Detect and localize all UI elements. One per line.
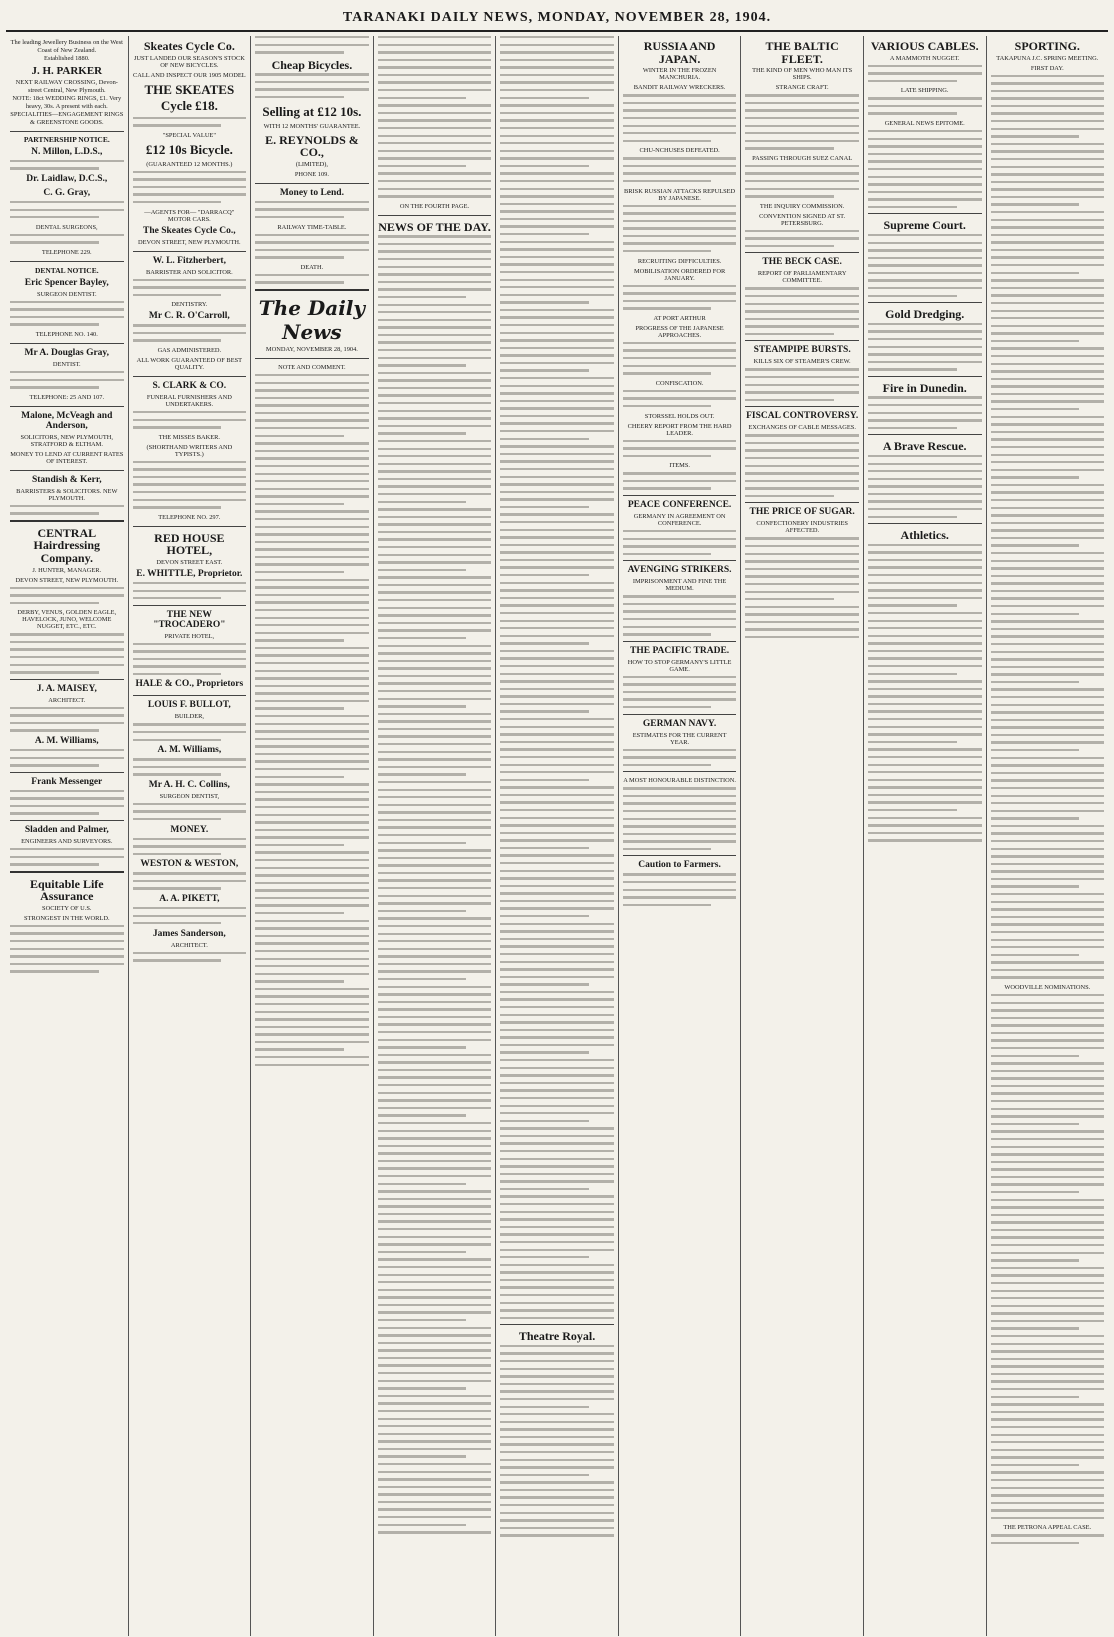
cheery-report: CHEERY REPORT FROM THE HARD LEADER. <box>627 422 732 437</box>
confiscation: CONFISCATION. <box>655 379 704 387</box>
convention-signed: CONVENTION SIGNED AT ST. PETERSBURG. <box>759 212 846 227</box>
takapuna-meeting: TAKAPUNA J.C. SPRING MEETING. <box>996 54 1099 62</box>
parker-name: J. H. PARKER <box>31 65 103 77</box>
price-of-sugar: THE PRICE OF SUGAR. <box>749 507 855 518</box>
confectionery: CONFECTIONERY INDUSTRIES AFFECTED. <box>756 520 848 535</box>
guaranteed: (GUARANTEED 12 MONTHS.) <box>146 160 233 168</box>
note-and-comment: NOTE AND COMMENT. <box>278 364 346 371</box>
column-4-top-text <box>378 36 492 198</box>
progress-approaches: PROGRESS OF THE JAPANESE APPROACHES. <box>635 324 724 339</box>
gray-name: C. G. Gray, <box>43 187 91 198</box>
late-shipping: LATE SHIPPING. <box>900 87 949 95</box>
builder-label: BUILDER, <box>174 713 204 721</box>
fourth-page: ON THE FOURTH PAGE. <box>399 202 470 210</box>
gas-administered: GAS ADMINISTERED. <box>157 347 222 355</box>
telephone-229: TELEPHONE 229. <box>41 248 92 256</box>
darracq-agents: —AGENTS FOR— "DARRACQ" MOTOR CARS. <box>144 208 235 223</box>
chunchuses-defeated: CHU-NCHUSES DEFEATED. <box>639 147 720 155</box>
collins-role: SURGEON DENTIST, <box>159 792 220 800</box>
at-port-arthur: AT PORT ARTHUR <box>653 314 706 322</box>
honourable-distinction: A MOST HONOURABLE DISTINCTION. <box>623 777 736 785</box>
skeates-heading: Skeates Cycle Co. <box>143 39 235 53</box>
cable-messages: EXCHANGES OF CABLE MESSAGES. <box>748 424 856 432</box>
peace-conference: PEACE CONFERENCE. <box>627 500 732 510</box>
parker-specialities: SPECIALITIES—ENGAGEMENT RINGS & GREENSTONE GOODS. <box>10 111 124 126</box>
estimates: ESTIMATES FOR THE CURRENT YEAR. <box>632 731 727 746</box>
baltic-fleet: THE BALTIC FLEET. <box>765 39 839 66</box>
dentistry-label: DENTISTRY. <box>171 301 208 309</box>
reynolds-limited: (LIMITED), <box>295 160 328 168</box>
weston-name: WESTON & WESTON, <box>140 859 239 870</box>
sanderson-role: ARCHITECT. <box>170 941 208 949</box>
williams-name: A. M. Williams, <box>34 736 99 747</box>
column-7-body <box>745 537 859 638</box>
telephone-140: TELEPHONE NO. 140. <box>35 330 98 338</box>
society-label: SOCIETY OF U.S. <box>42 904 92 912</box>
athletics: Athletics. <box>900 528 949 543</box>
douglas-gray-name: Mr A. Douglas Gray, <box>24 347 110 358</box>
collins-name: Mr A. H. C. Collins, <box>148 779 230 790</box>
clark-name: S. CLARK & CO. <box>152 381 227 392</box>
imprisonment: IMPRISONMENT AND FINE THE MEDIUM. <box>632 578 727 593</box>
spencer-bayley-name: Eric Spencer Bayley, <box>24 277 109 288</box>
pacific-trade: THE PACIFIC TRADE. <box>630 645 730 656</box>
parker-intro: The leading Jewellery Business on the West Coast of New Zealand. <box>10 39 123 54</box>
gold-dredging: Gold Dredging. <box>885 307 965 322</box>
parker-address: NEXT RAILWAY CROSSING, Devon-street Central, New Plymouth. <box>15 79 118 94</box>
germany-agreement: GERMANY IN AGREEMENT ON CONFERENCE. <box>633 512 726 527</box>
german-navy: GERMAN NAVY. <box>642 718 717 729</box>
parker-established: Established 1880. <box>44 55 90 62</box>
laidlaw-name: Dr. Laidlaw, D.C.S., <box>26 174 108 184</box>
column-7 <box>741 36 864 1636</box>
news-of-the-day: NEWS OF THE DAY. <box>378 219 491 234</box>
telephone-297: TELEPHONE NO. 297. <box>158 513 221 521</box>
column-4 <box>374 36 497 1636</box>
pikett-name: A. A. PIKETT, <box>159 893 220 904</box>
money-heading: MONEY. <box>170 824 209 835</box>
parliamentary-report: REPORT OF PARLIAMENTARY COMMITTEE. <box>757 270 847 285</box>
hunter-manager: J. HUNTER, MANAGER. <box>32 566 102 574</box>
fiscal-controversy: FISCAL CONTROVERSY. <box>746 411 859 422</box>
bandit-wreckers: BANDIT RAILWAY WRECKERS. <box>633 84 726 92</box>
cheap-bicycles: Cheap Bicycles. <box>271 57 353 72</box>
engineers-label: ENGINEERS AND SURVEYORS. <box>21 837 113 845</box>
sporting: SPORTING. <box>1014 39 1080 53</box>
funeral-label: FUNERAL FURNISHERS AND UNDERTAKERS. <box>146 393 232 408</box>
woodville-results <box>991 994 1105 1519</box>
column-1 <box>6 36 129 1636</box>
bicycle-1210: £12 10s Bicycle. <box>145 141 233 157</box>
selling-price: Selling at £12 10s. <box>262 103 362 119</box>
items: ITEMS. <box>669 462 690 470</box>
strange-craft: STRANGE CRAFT. <box>775 84 829 92</box>
avenging-strikers: AVENGING STRIKERS. <box>627 565 732 576</box>
private-hotel-label: PRIVATE HOTEL, <box>164 632 215 640</box>
solicitors-label: SOLICITORS, NEW PLYMOUTH, STRATFORD & ELTHAM. <box>20 433 114 448</box>
whittle-proprietor: E. WHITTLE, Proprietor. <box>136 568 243 579</box>
devon-street-address: DEVON STREET, NEW PLYMOUTH. <box>15 576 119 584</box>
fire-in-dunedin: Fire in Dunedin. <box>882 380 967 395</box>
strongest-label: STRONGEST IN THE WORLD. <box>23 914 110 922</box>
phone-109: PHONE 109. <box>294 170 329 178</box>
inquiry-commission: THE INQUIRY COMMISSION. <box>759 202 845 210</box>
railway-timetable: RAILWAY TIME-TABLE. <box>277 223 347 231</box>
ocarroll-name: Mr C. R. O'Carroll, <box>148 311 230 322</box>
petrona-appeal: THE PETRONA APPEAL CASE. <box>1003 1524 1092 1532</box>
supreme-court: Supreme Court. <box>883 218 966 233</box>
equitable-heading: Equitable Life Assurance <box>29 876 104 904</box>
news-of-the-day-body <box>378 235 492 1533</box>
skeates-company: The Skeates Cycle Co., <box>143 225 236 236</box>
takapuna-results <box>991 75 1105 979</box>
barristers-label: BARRISTERS & SOLICITORS. NEW PLYMOUTH. <box>16 487 118 502</box>
standish-name: Standish & Kerr, <box>31 474 102 485</box>
dentist-label: DENTIST. <box>52 360 81 368</box>
various-cables: VARIOUS CABLES. <box>870 39 979 53</box>
column-5-body <box>500 36 614 1319</box>
hale-proprietors: HALE & CO., Proprietors <box>135 679 244 690</box>
parker-note: NOTE: 18ct WEDDING RINGS, £1. Very heavy, 30s. A present with each. <box>12 95 122 110</box>
parker-advert <box>10 36 124 132</box>
column-3 <box>251 36 374 1636</box>
bullot-name: LOUIS F. BULLOT, <box>147 700 231 711</box>
reynolds-name: E. REYNOLDS & CO., <box>265 132 359 160</box>
special-value: "SPECIAL VALUE" <box>162 131 216 139</box>
malone-name: Malone, McVeagh and Anderson, <box>21 410 113 431</box>
surgeon-dentist-label: SURGEON DENTIST. <box>37 290 97 298</box>
twelve-months: WITH 12 MONTHS' GUARANTEE. <box>263 122 361 130</box>
beck-case: THE BECK CASE. <box>762 257 842 268</box>
central-hairdressing-heading: CENTRAL Hairdressing Company. <box>33 525 100 565</box>
messenger-name: Frank Messenger <box>31 776 103 787</box>
death-notice: DEATH. <box>300 263 324 271</box>
misses-baker: THE MISSES BAKER. <box>158 433 220 441</box>
theatre-royal-body <box>500 1345 614 1537</box>
passing-suez: PASSING THROUGH SUEZ CANAL <box>752 154 853 162</box>
column-2 <box>129 36 252 1636</box>
money-to-lend: Money to Lend. <box>279 187 344 198</box>
fitzherbert-name: W. L. Fitzherbert, <box>152 255 226 266</box>
steampipe-bursts: STEAMPIPE BURSTS. <box>753 345 851 356</box>
sanderson-name: James Sanderson, <box>152 928 226 939</box>
red-house-address: DEVON STREET EAST. <box>156 558 223 566</box>
woodville-nominations: WOODVILLE NOMINATIONS. <box>1004 983 1091 991</box>
athletics-body <box>868 544 982 842</box>
kills-six: KILLS SIX OF STEAMER'S CREW. <box>753 358 851 366</box>
caution-to-farmers: Caution to Farmers. <box>638 860 721 871</box>
skeates-sub: JUST LANDED OUR SEASON'S STOCK OF NEW BICYCLES. <box>133 54 245 69</box>
note-and-comment-body <box>255 374 369 1066</box>
columns <box>6 36 1108 1636</box>
stoessel-holds-out: STORSSEL HOLDS OUT. <box>644 412 715 420</box>
red-house-hotel: RED HOUSE HOTEL, <box>154 530 225 558</box>
dental-surgeons-label: DENTAL SURGEONS, <box>35 223 98 231</box>
brave-rescue: A Brave Rescue. <box>882 439 967 454</box>
baltic-sub: THE KIND OF MEN WHO MAN ITS SHIPS. <box>752 67 853 82</box>
money-lend-note: MONEY TO LEND AT CURRENT RATES OF INTEREST. <box>10 450 124 465</box>
sladden-name: Sladden and Palmer, <box>24 825 109 835</box>
daily-news-logo: The Daily News <box>258 296 366 344</box>
first-day: FIRST DAY. <box>1030 64 1064 72</box>
skeates-address: DEVON STREET, NEW PLYMOUTH. <box>138 238 241 246</box>
general-news: GENERAL NEWS EPITOME. <box>884 120 965 128</box>
skeates-cycle-price: THE SKEATES Cycle £18. <box>144 81 235 113</box>
architect-label: ARCHITECT. <box>48 696 86 704</box>
mobilisation: MOBILISATION ORDERED FOR JANUARY. <box>633 267 726 282</box>
russia-and-japan: RUSSIA AND JAPAN. <box>643 39 716 66</box>
column-9 <box>987 36 1109 1636</box>
theatre-royal: Theatre Royal. <box>518 1329 596 1344</box>
recruiting-difficulties: RECRUITING DIFFICULTIES. <box>637 257 722 265</box>
brisk-attacks: BRISK RUSSIAN ATTACKS REPULSED BY JAPANESE. <box>624 187 736 202</box>
column-6 <box>619 36 742 1636</box>
column-5 <box>496 36 619 1636</box>
skeates-call: CALL AND INSPECT OUR 1905 MODEL <box>132 71 246 79</box>
how-to-stop: HOW TO STOP GERMANY'S LITTLE GAME. <box>627 658 732 673</box>
mammoth-nugget: A MAMMOTH NUGGET. <box>889 54 960 62</box>
partnership-notice-heading: PARTNERSHIP NOTICE. <box>23 135 110 144</box>
amwilliams-name: A. M. Williams, <box>157 745 222 756</box>
winter-manchuria: WINTER IN THE FROZEN MANCHURIA. <box>642 67 717 82</box>
tobacco-brands: DERBY, VENUS, GOLDEN EAGLE, HAVELOCK, JUNO, WELCOME NUGGET, ETC., ETC. <box>17 609 117 631</box>
masthead: TARANAKI DAILY NEWS, MONDAY, NOVEMBER 28, 1904. <box>6 6 1108 32</box>
trocadero-heading: THE NEW "TROCADERO" <box>153 609 226 630</box>
fitzherbert-role: BARRISTER AND SOLICITOR. <box>145 268 233 276</box>
maisey-name: J. A. MAISEY, <box>36 683 97 694</box>
shorthand-label: (SHORTHAND WRITERS AND TYPISTS.) <box>146 443 233 458</box>
logo-date: MONDAY, NOVEMBER 28, 1904. <box>265 346 358 353</box>
column-8 <box>864 36 987 1636</box>
work-guaranteed: ALL WORK GUARANTEED OF BEST QUALITY. <box>136 357 243 372</box>
telephone-25: TELEPHONE: 25 AND 107. <box>29 393 105 401</box>
dental-notice-heading: DENTAL NOTICE. <box>34 265 99 275</box>
millon-name: N. Millon, L.D.S., <box>31 146 103 157</box>
